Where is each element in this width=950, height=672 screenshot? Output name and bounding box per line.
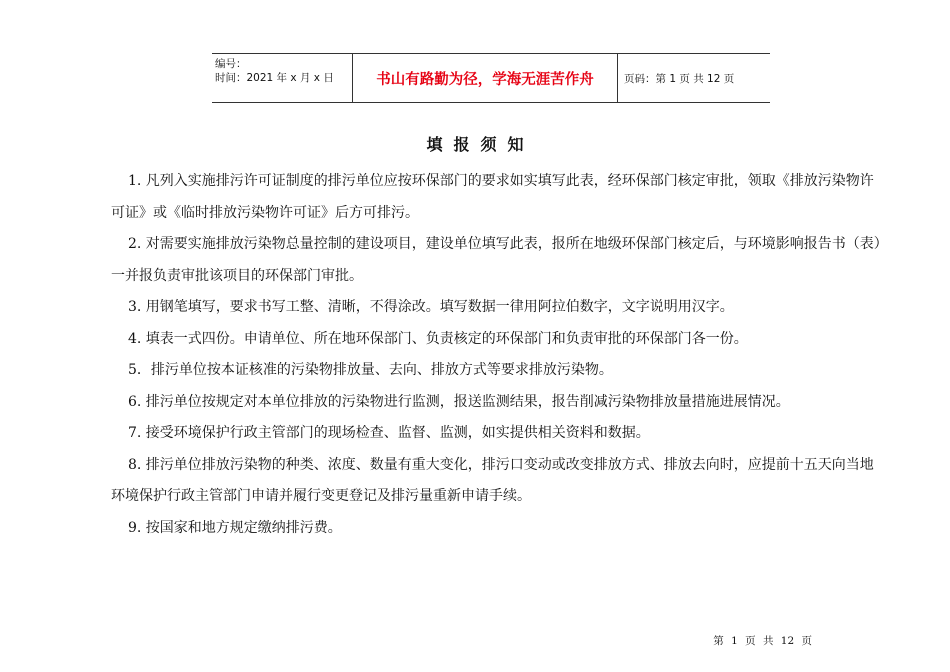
instruction-item: 8. 排污单位排放污染物的种类、浓度、数量有重大变化，排污口变动或改变排放方式、排放去向时，应提前十五天向当地环境保护行政主管部门申请并履行变更登记及排污量重新申请手续。 xyxy=(111,456,874,504)
header-meta xyxy=(212,54,353,102)
time-label: 时间：2021 年 x 月 x 日 xyxy=(215,72,334,84)
instruction-item: 5．排污单位按本证核准的污染物排放量、去向、排放方式等要求排放污染物。 xyxy=(128,362,613,378)
instruction-item: 1. 凡列入实施排污许可证制度的排污单位应按环保部门的要求如实填写此表，经环保部门核定审批，领取《排放污染物许可证》或《临时排放污染物许可证》后方可排污。 xyxy=(111,173,874,221)
number-label: 编号： xyxy=(215,58,247,70)
page-footer: 第 1 页 共 12 页 xyxy=(713,635,812,647)
page-title: 填报须知 xyxy=(426,135,535,154)
instruction-item: 3. 用钢笔填写，要求书写工整、清晰，不得涂改。填写数据一律用阿拉伯数字，文字说明用汉字。 xyxy=(128,299,734,315)
instruction-item: 6. 排污单位按规定对本单位排放的污染物进行监测，报送监测结果，报告削减污染物排放量措施进展情况。 xyxy=(128,393,790,410)
motto: 书山有路勤为径，学海无涯苦作舟 xyxy=(353,54,618,102)
instruction-item: 9. 按国家和地方规定缴纳排污费。 xyxy=(128,519,342,536)
instruction-item: 2. 对需要实施排放污染物总量控制的建设项目，建设单位填写此表，报所在地级环保部门核定后，与环境影响报告书（表）一并报负责审批该项目的环保部门审批。 xyxy=(111,236,881,284)
page-info: 页码：第 1 页 共 12 页 xyxy=(624,72,735,85)
instruction-item: 7. 接受环境保护行政主管部门的现场检查、监督、监测，如实提供相关资料和数据。 xyxy=(128,425,650,441)
document-header xyxy=(212,53,770,103)
instructions-body xyxy=(111,166,887,544)
instruction-item: 4. 填表一式四份。申请单位、所在地环保部门、负责核定的环保部门和负责审批的环保部门各一份。 xyxy=(128,330,748,347)
